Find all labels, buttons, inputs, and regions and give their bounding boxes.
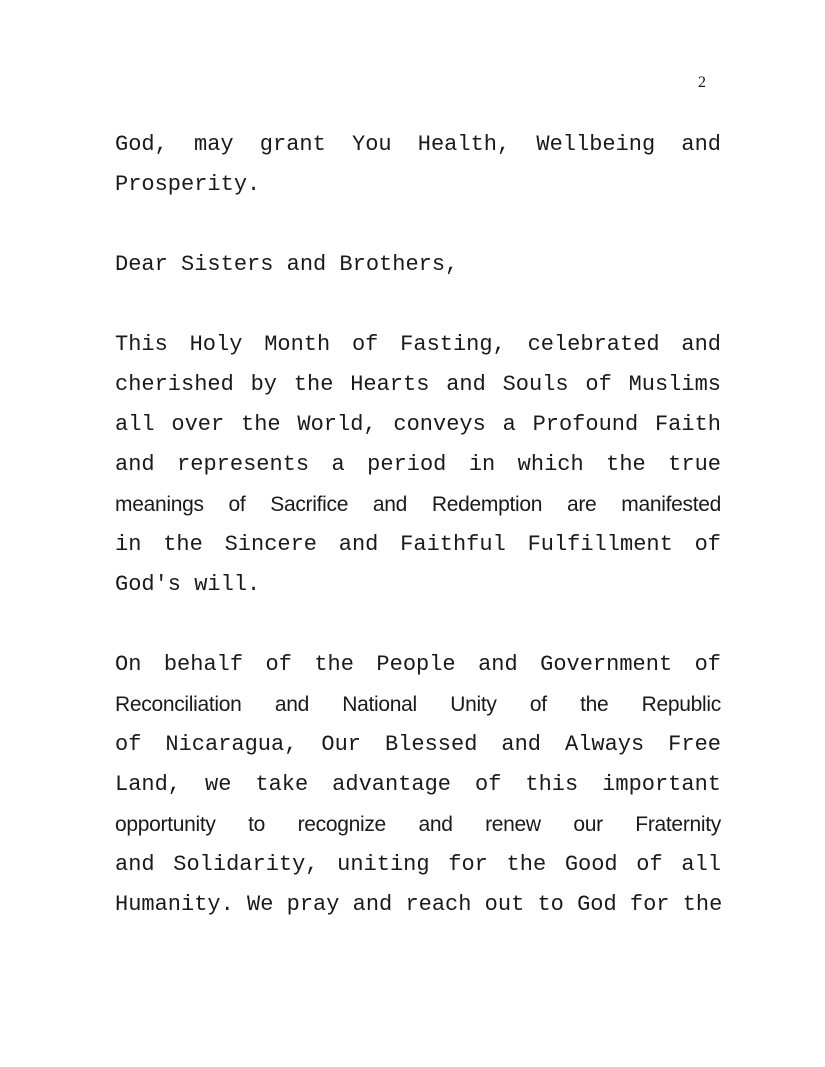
- paragraph-holy-month: [115, 325, 721, 605]
- paragraph-salutation: [115, 245, 721, 285]
- text-line: God's will.: [115, 572, 261, 597]
- text-line: in the Sincere and Faithful Fulfillment of: [115, 532, 721, 557]
- text-line: Reconciliation and National Unity of the Republic: [115, 693, 721, 716]
- paragraph-closing-blessing: [115, 125, 721, 205]
- text-line: Dear Sisters and Brothers,: [115, 252, 459, 277]
- text-line: Land, we take advantage of this important: [115, 772, 721, 797]
- text-line: and Solidarity, uniting for the Good of all: [115, 852, 721, 877]
- text-line: God, may grant You Health, Wellbeing and: [115, 132, 721, 157]
- text-line: On behalf of the People and Government of: [115, 652, 721, 677]
- document-body: [115, 125, 721, 965]
- text-line: all over the World, conveys a Profound Faith: [115, 412, 721, 437]
- page-number: 2: [698, 74, 706, 91]
- text-line: and represents a period in which the true: [115, 452, 721, 477]
- text-line: meanings of Sacrifice and Redemption are manifested: [115, 493, 721, 516]
- text-line: opportunity to recognize and renew our Fraternity: [115, 813, 721, 836]
- text-line: This Holy Month of Fasting, celebrated and: [115, 332, 721, 357]
- text-line: of Nicaragua, Our Blessed and Always Free: [115, 732, 721, 757]
- text-line: Prosperity.: [115, 172, 261, 197]
- text-line: Humanity. We pray and reach out to God for the: [115, 892, 723, 917]
- paragraph-on-behalf: [115, 645, 721, 925]
- text-line: cherished by the Hearts and Souls of Muslims: [115, 372, 721, 397]
